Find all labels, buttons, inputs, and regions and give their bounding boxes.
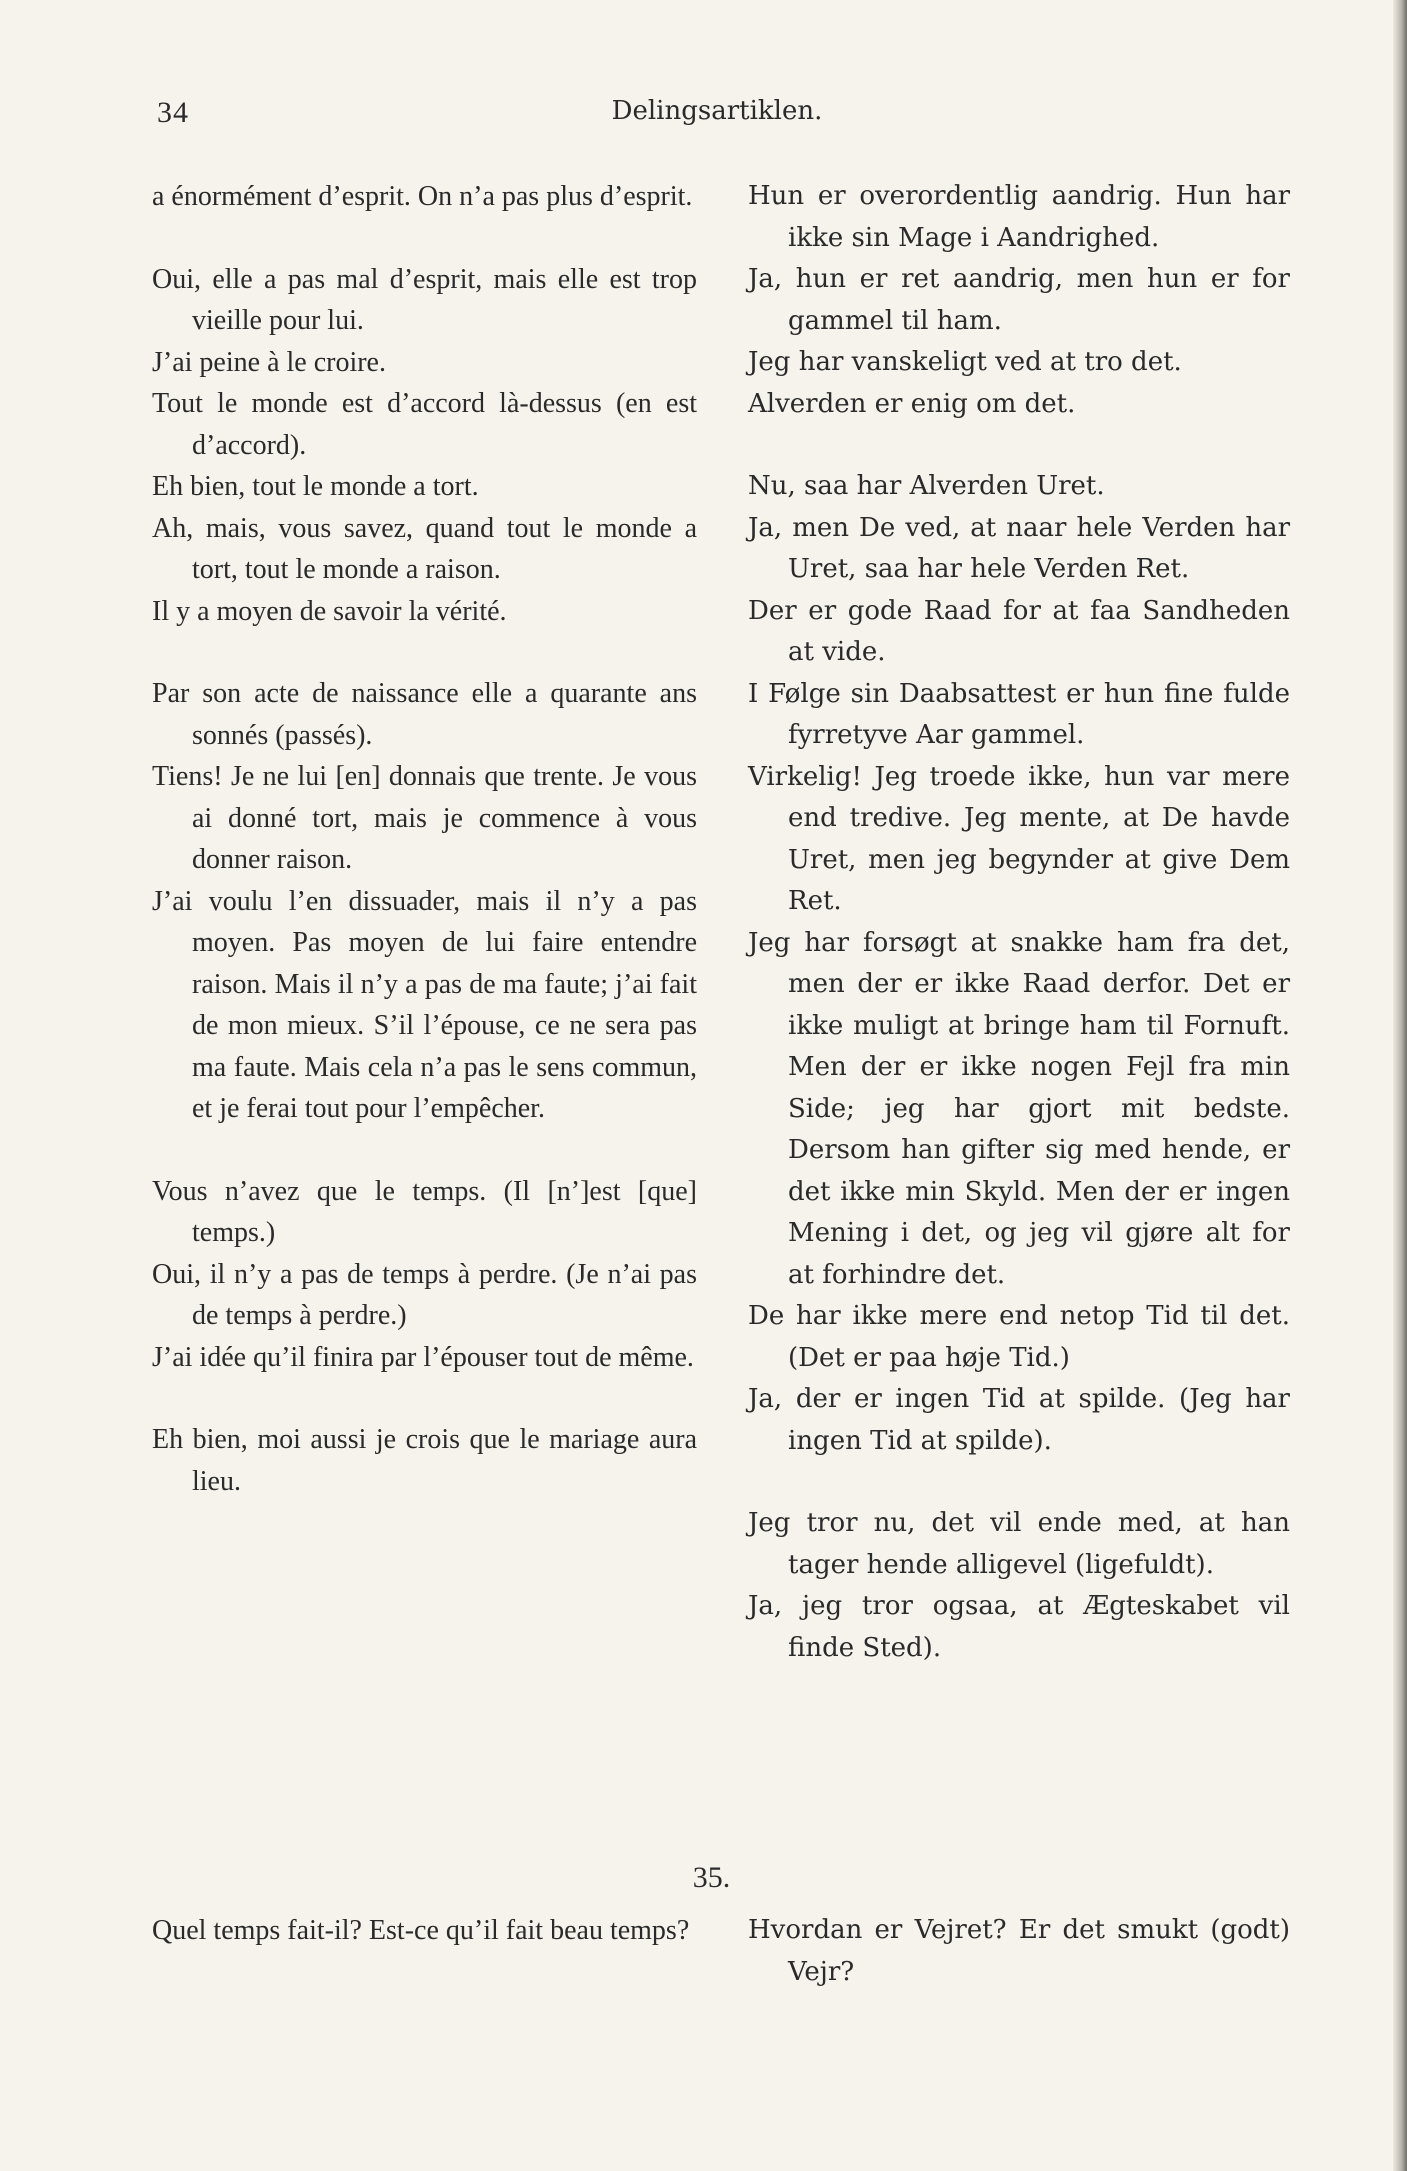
- page-number: 34: [157, 96, 189, 129]
- french-group: [152, 176, 697, 218]
- french-entry: Oui, il n’y a pas de temps à perdre. (Je n’ai pas de temps à perdre.): [152, 1258, 697, 1331]
- french-entry: Il y a moyen de savoir la vérité.: [152, 595, 507, 627]
- danish-entry: Nu, saa har Alverden Uret.: [748, 471, 1105, 501]
- french-entry: Tiens! Je ne lui [en] donnais que trente. Je vous ai donné tort, mais je commence à vous donner raison.: [152, 761, 697, 875]
- french-entry: Ah, mais, vous savez, quand tout le monde a tort, tout le monde a raison.: [152, 512, 697, 585]
- french-entry: Oui, elle a pas mal d’esprit, mais elle est trop vieille pour lui.: [152, 263, 697, 336]
- danish-entry: Hun er overordentlig aandrig. Hun har ikke sin Mage i Aandrighed.: [748, 181, 1290, 253]
- danish-column-35: [748, 1910, 1290, 1993]
- danish-entry: Virkelig! Jeg troede ikke, hun var mere end tredive. Jeg mente, at De havde Uret, men jeg begynder at give Dem Ret.: [748, 761, 1290, 916]
- danish-entry: Ja, jeg tror ogsaa, at Ægteskabet vil finde Sted).: [748, 1591, 1290, 1663]
- french-entry: Tout le monde est d’accord là-dessus (en est d’accord).: [152, 388, 697, 461]
- section-number: 35.: [692, 1861, 731, 1894]
- danish-entry: Alverden er enig om det.: [748, 388, 1076, 419]
- danish-group: [748, 176, 1290, 259]
- danish-entry: Ja, hun er ret aandrig, men hun er for gammel til ham.: [748, 264, 1290, 336]
- danish-column: [748, 176, 1290, 1669]
- french-entry: J’ai idée qu’il finira par l’épouser tout de même.: [152, 1341, 694, 1373]
- french-column-35: [152, 1910, 697, 1952]
- danish-group: [748, 1503, 1290, 1669]
- danish-entry: I Følge sin Daabsattest er hun fine fulde fyrretyve Aar gammel.: [748, 678, 1290, 750]
- danish-entry: Der er gode Raad for at faa Sandheden at vide.: [748, 595, 1290, 667]
- french-entry: Vous n’avez que le temps. (Il [n’]est [que] temps.): [152, 1175, 697, 1248]
- danish-entry: Hvordan er Vejret? Er det smukt (godt) Vejr?: [748, 1915, 1290, 1987]
- danish-entry: Jeg har vanskeligt ved at tro det.: [748, 347, 1182, 377]
- danish-entry: Ja, der er ingen Tid at spilde. (Jeg har ingen Tid at spilde).: [748, 1384, 1290, 1456]
- danish-group: [748, 259, 1290, 425]
- running-title: Delingsartiklen.: [611, 96, 823, 126]
- page-header: [152, 96, 1282, 136]
- danish-entry: De har ikke mere end netop Tid til det. (Det er paa høje Tid.): [748, 1301, 1290, 1373]
- french-entry: a énormément d’esprit. On n’a pas plus d’esprit.: [152, 181, 693, 212]
- french-entry: Par son acte de naissance elle a quarante ans sonnés (passés).: [152, 678, 697, 751]
- french-entry: J’ai voulu l’en dissuader, mais il n’y a pas moyen. Pas moyen de lui faire entendre raison. Mais il n’y a pas de ma faute; j’ai fait de mon mieux. S’il l’épouse, ce ne sera pas ma faute. Mais cela n’a pas le sens commun, et je ferai tout pour l’empêcher.: [152, 885, 697, 1124]
- french-column: [152, 176, 697, 1502]
- danish-group: [748, 466, 1290, 1462]
- french-group: [152, 673, 697, 1130]
- danish-entry: Jeg har forsøgt at snakke ham fra det, men der er ikke Raad derfor. Det er ikke muligt at bringe ham til Fornuft. Men der er ikke nogen Fejl fra min Side; jeg har gjort mit bedste. Dersom han gifter sig med hende, er det ikke min Skyld. Men der er ingen Mening i det, og jeg vil gjøre alt for at forhindre det.: [748, 927, 1290, 1290]
- french-group: [152, 259, 697, 633]
- french-entry: Quel temps fait-il? Est-ce qu’il fait beau temps?: [152, 1915, 690, 1946]
- french-group: [152, 1171, 697, 1379]
- danish-entry: Ja, men De ved, at naar hele Verden har Uret, saa har hele Verden Ret.: [748, 512, 1290, 584]
- french-entry: Eh bien, moi aussi je crois que le mariage aura lieu.: [152, 1424, 697, 1497]
- french-entry: Eh bien, tout le monde a tort.: [152, 471, 479, 502]
- danish-entry: Jeg tror nu, det vil ende med, at han tager hende alligevel (ligefuldt).: [748, 1508, 1290, 1580]
- french-group: [152, 1419, 697, 1502]
- page-edge: [1393, 0, 1407, 2171]
- french-entry: J’ai peine à le croire.: [152, 346, 386, 378]
